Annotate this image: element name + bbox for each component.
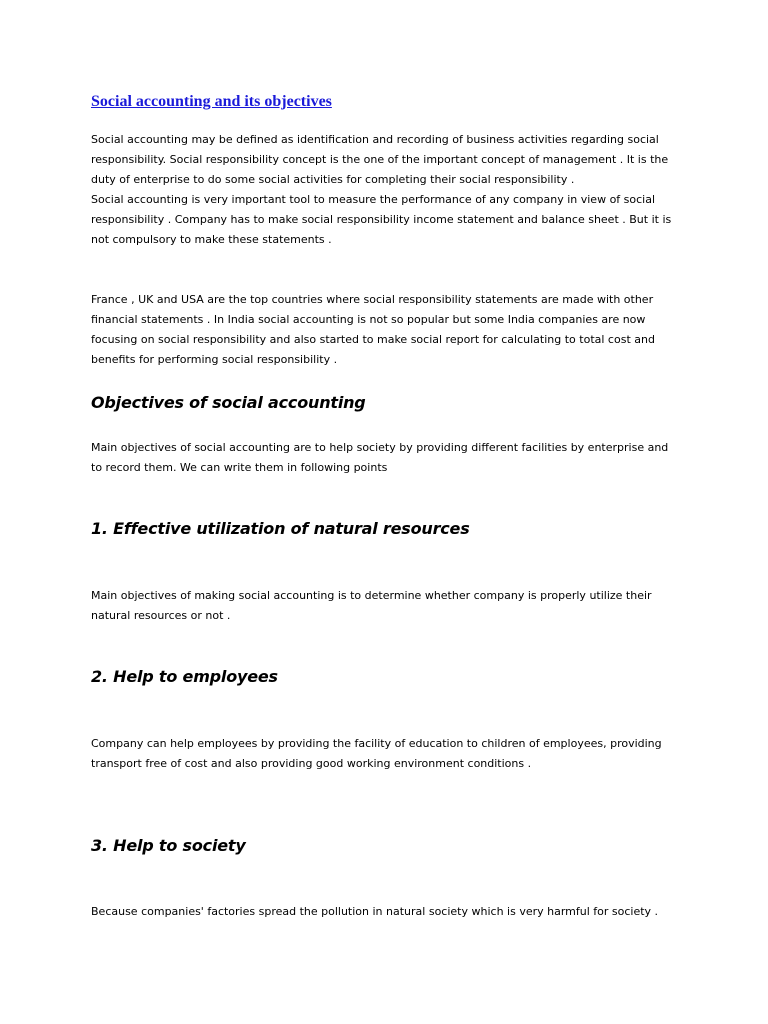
intro-paragraph bbox=[91, 130, 691, 250]
paragraph-line: France , UK and USA are the top countries where social responsibility statements are made with other bbox=[91, 293, 654, 306]
paragraph-line: Main objectives of making social accounting is to determine whether company is properly utilize their bbox=[91, 589, 652, 602]
point-paragraph-employees bbox=[91, 734, 691, 774]
paragraph-line: not compulsory to make these statements . bbox=[91, 233, 332, 246]
point-paragraph-natural-resources bbox=[91, 586, 691, 626]
paragraph-line: transport free of cost and also providing good working environment conditions . bbox=[91, 757, 532, 770]
paragraph-line: responsibility . Company has to make social responsibility income statement and balance sheet . But it is bbox=[91, 213, 672, 226]
objectives-intro-paragraph bbox=[91, 438, 691, 478]
paragraph-line: financial statements . In India social accounting is not so popular but some India companies are now bbox=[91, 313, 646, 326]
title-link[interactable]: Social accounting and its objectives bbox=[91, 93, 332, 110]
paragraph-line: focusing on social responsibility and also started to make social report for calculating to total cost and bbox=[91, 333, 655, 346]
objectives-heading: Objectives of social accounting bbox=[91, 393, 366, 412]
paragraph-line: Main objectives of social accounting are to help society by providing different facilities by enterprise and bbox=[91, 441, 669, 454]
paragraph-line: to record them. We can write them in following points bbox=[91, 461, 388, 474]
point-heading-employees: 2. Help to employees bbox=[91, 667, 278, 686]
paragraph-line: natural resources or not . bbox=[91, 609, 231, 622]
paragraph-line: Company can help employees by providing the facility of education to children of employees, providing bbox=[91, 737, 662, 750]
paragraph-line: Social accounting may be defined as identification and recording of business activities regarding social bbox=[91, 133, 659, 146]
point-heading-natural-resources: 1. Effective utilization of natural resources bbox=[91, 519, 470, 538]
countries-paragraph bbox=[91, 290, 691, 370]
point-heading-society: 3. Help to society bbox=[91, 836, 246, 855]
paragraph-line: Because companies' factories spread the pollution in natural society which is very harmful for society . bbox=[91, 905, 659, 918]
point-paragraph-society bbox=[91, 902, 691, 922]
paragraph-line: benefits for performing social responsibility . bbox=[91, 353, 338, 366]
paragraph-line: duty of enterprise to do some social activities for completing their social responsibility . bbox=[91, 173, 575, 186]
paragraph-line: responsibility. Social responsibility concept is the one of the important concept of management . It is the bbox=[91, 153, 669, 166]
paragraph-line: Social accounting is very important tool to measure the performance of any company in view of social bbox=[91, 193, 656, 206]
